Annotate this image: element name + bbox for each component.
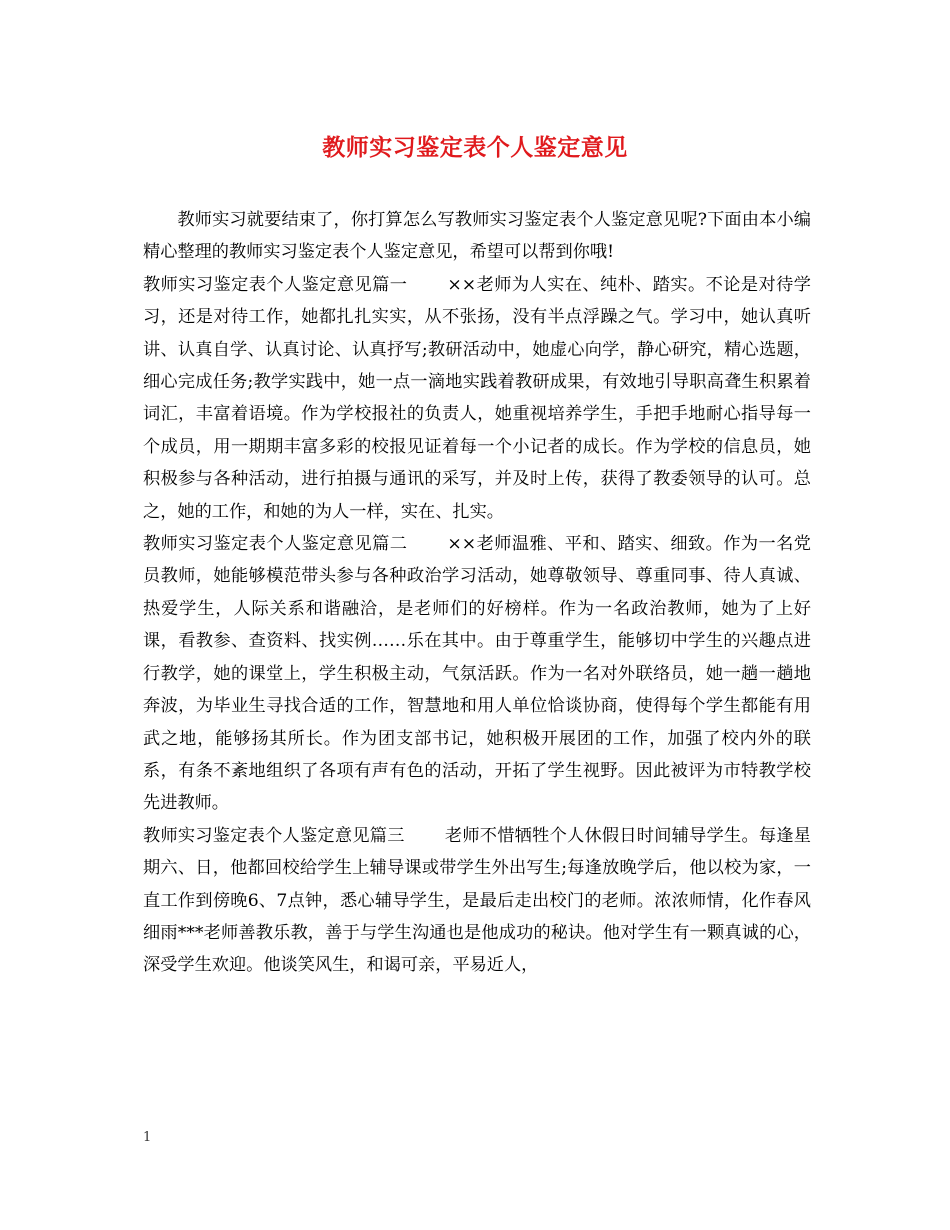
section-paragraph-3 — [143, 820, 811, 982]
section-heading-2: 教师实习鉴定表个人鉴定意见篇二 — [143, 534, 408, 555]
section-text-1: ××老师为人实在、纯朴、踏实。不论是对待学习，还是对待工作，她都扎扎实实，从不张扬，没有半点浮躁之气。学习中，她认真听讲、认真自学、认真讨论、认真抒写;教研活动中，她虚心向学，静心研究，精心选题，细心完成任务;教学实践中，她一点一滴地实践着教研成果，有效地引导职高聋生积累着词汇，丰富着语境。作为学校报社的负责人，她重视培养学生，手把手地耐心指导每一个成员，用一期期丰富多彩的校报见证着每一个小记者的成长。作为学校的信息员，她积极参与各种活动，进行拍摄与通讯的采写，并及时上传，获得了教委领导的认可。总之，她的工作，和她的为人一样，实在、扎实。 — [143, 274, 811, 522]
section-paragraph-2 — [143, 528, 811, 820]
section-paragraph-1 — [143, 269, 811, 528]
intro-paragraph: 教师实习就要结束了，你打算怎么写教师实习鉴定表个人鉴定意见呢?下面由本小编精心整理的教师实习鉴定表个人鉴定意见，希望可以帮到你哦! — [143, 210, 811, 263]
document-body — [143, 204, 811, 982]
section-heading-3: 教师实习鉴定表个人鉴定意见篇三 — [143, 825, 405, 846]
page-number: 1 — [143, 1130, 152, 1145]
section-text-2: ××老师温雅、平和、踏实、细致。作为一名党员教师，她能够模范带头参与各种政治学习活动，她尊敬领导、尊重同事、待人真诚、热爱学生，人际关系和谐融洽，是老师们的好榜样。作为一名政治教师，她为了上好课，看教参、查资料、找实例……乐在其中。由于尊重学生，能够切中学生的兴趣点进行教学，她的课堂上，学生积极主动，气氛活跃。作为一名对外联络员，她一趟一趟地奔波，为毕业生寻找合适的工作，智慧地和用人单位恰谈协商，使得每个学生都能有用武之地，能够扬其所长。作为团支部书记，她积极开展团的工作，加强了校内外的联系，有条不紊地组织了各项有声有色的活动，开拓了学生视野。因此被评为市特教学校先进教师。 — [143, 534, 811, 814]
document-title: 教师实习鉴定表个人鉴定意见 — [322, 134, 628, 161]
section-heading-1: 教师实习鉴定表个人鉴定意见篇一 — [143, 274, 408, 295]
section-text-3: 老师不惜牺牲个人休假日时间辅导学生。每逢星期六、日，他都回校给学生上辅导课或带学生外出写生;每逢放晚学后，他以校为家，一直工作到傍晚6、7点钟，悉心辅导学生，是最后走出校门的老师。浓浓师情，化作春风细雨***老师善教乐教，善于与学生沟通也是他成功的秘诀。他对学生有一颗真诚的心，深受学生欢迎。他谈笑风生，和谒可亲，平易近人， — [143, 825, 811, 976]
